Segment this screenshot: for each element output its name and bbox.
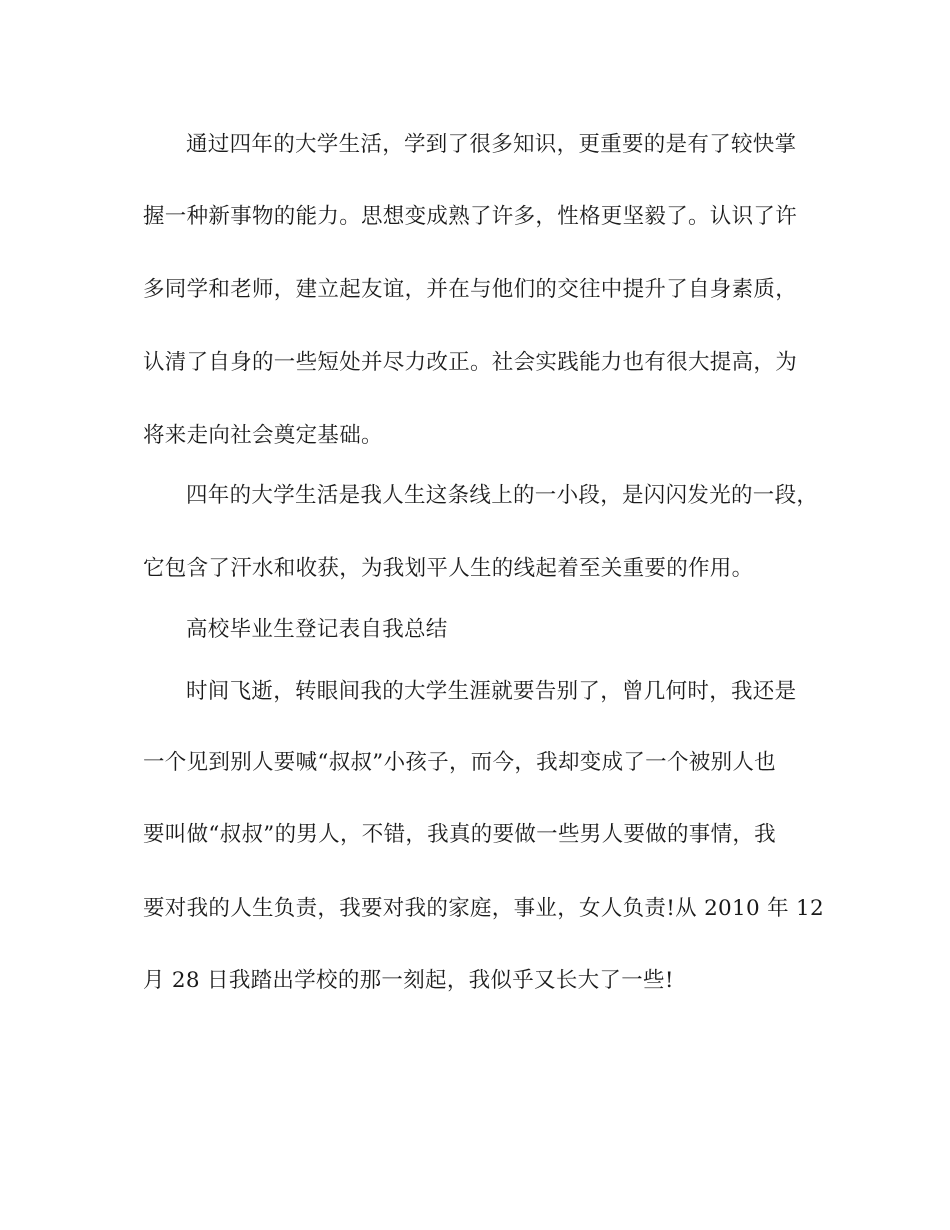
paragraph-line: 一个见到别人要喊“叔叔”小孩子，而今，我却变成了一个被别人也 [143,750,776,775]
paragraph-line: 认清了自身的一些短处并尽力改正。社会实践能力也有很大提高，为 [143,350,798,375]
paragraph-line: 要叫做“叔叔”的男人，不错，我真的要做一些男人要做的事情，我 [143,822,776,847]
paragraph-line: 握一种新事物的能力。思想变成熟了许多，性格更坚毅了。认识了许 [143,204,798,229]
paragraph-line: 时间飞逝，转眼间我的大学生涯就要告别了，曾几何时，我还是 [186,679,797,704]
section-heading: 高校毕业生登记表自我总结 [186,617,448,642]
paragraph-line: 它包含了汗水和收获，为我划平人生的线起着至关重要的作用。 [143,556,754,581]
paragraph-line: 四年的大学生活是我人生这条线上的一小段，是闪闪发光的一段， [186,483,819,508]
paragraph-line: 多同学和老师，建立起友谊，并在与他们的交往中提升了自身素质， [143,277,798,302]
paragraph-line: 要对我的人生负责，我要对我的家庭，事业，女人负责!从 2010 年 12 [143,896,825,921]
paragraph-line: 通过四年的大学生活，学到了很多知识，更重要的是有了较快掌 [186,132,797,157]
paragraph-line: 将来走向社会奠定基础。 [143,423,383,448]
paragraph-line: 月 28 日我踏出学校的那一刻起，我似乎又长大了一些! [143,968,674,993]
